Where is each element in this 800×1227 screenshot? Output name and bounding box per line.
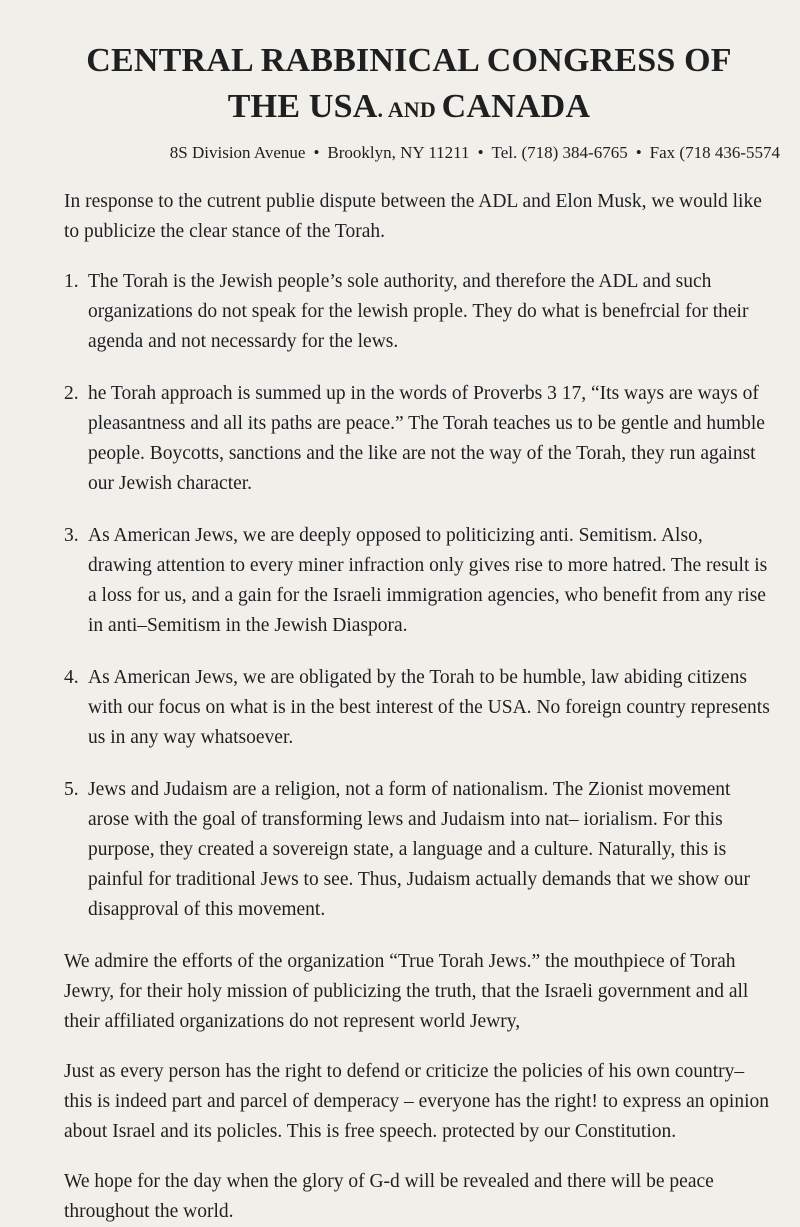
title-line-1: CENTRAL RABBINICAL CONGRESS OF [86,42,732,79]
statement-body [64,187,770,1227]
point-text: he Torah approach is summed up in the words of Proverbs 3 17, “Its ways are ways of pleasantness and all its paths are peace.” The Torah teaches us to be gentle and humble people. Boycotts, sanctions and the like are not the way of the Torah, they run against our Jewish character. [88,383,765,494]
separator-bullet: • [477,143,484,162]
point-item [64,663,770,753]
closing-paragraph-2: Just as every person has the right to defend or criticize the policies of his own country– this is indeed part and parcel of demperacy – everyone has the right! to express an opinion about Israel and its policles. This is free speech. protected by our Constitution. [64,1061,770,1142]
point-item [64,267,770,357]
closing-paragraph-1: We admire the efforts of the organization “True Torah Jews.” the mouthpiece of Torah Jewry, for their holy mission of publicizing the truth, that the Israeli government and all their affiliated organizations do not represent world Jewry, [64,951,749,1032]
point-number: 4. [64,667,79,688]
point-text: The Torah is the Jewish people’s sole authority, and therefore the ADL and such organizations do not speak for the lewish prople. They do what is benefrcial for their agenda and not necessardy for the lews. [88,271,749,352]
point-item [64,775,770,925]
title-line-2c: CANADA [441,88,591,125]
title-line-2b: . AND [377,97,442,122]
fax: Fax (718 436-5574 [649,143,780,162]
point-number: 1. [64,271,79,292]
point-number: 2. [64,383,79,404]
numbered-points [64,267,770,925]
closing-paragraph-3: We hope for the day when the glory of G-d will be revealed and there will be peace throughout the world. [64,1171,714,1222]
point-text: As American Jews, we are obligated by the Torah to be humble, law abiding citizens with our focus on what is in the best interest of the USA. No foreign country represents us in any way whatsoever. [88,667,770,748]
telephone: Tel. (718) 384-6765 [491,143,628,162]
intro-paragraph: In response to the cutrent publie dispute between the ADL and Elon Musk, we would like to publicize the clear stance of the Torah. [64,191,762,242]
separator-bullet: • [313,143,320,162]
organization-title [38,38,780,133]
separator-bullet: • [635,143,642,162]
letterhead [38,38,780,165]
city-address: Brooklyn, NY 11211 [327,143,470,162]
point-number: 5. [64,779,79,800]
point-text: Jews and Judaism are a religion, not a form of nationalism. The Zionist movement arose with the goal of transforming lews and Judaism into nat– iorialism. For this purpose, they created a sovereign state, a language and a culture. Naturally, this is painful for traditional Jews to see. Thus, Judaism actually demands that we show our disapproval of this movement. [88,779,750,920]
street-address: 8S Division Avenue [169,143,306,162]
point-item [64,521,770,641]
title-line-2a: THE USA [227,88,378,125]
point-number: 3. [64,525,79,546]
point-item [64,379,770,499]
contact-line [38,141,780,165]
point-text: As American Jews, we are deeply opposed to politicizing anti. Semitism. Also, drawing attention to every miner infraction only gives rise to more hatred. The result is a loss for us, and a gain for the Israeli immigration agencies, who benefit from any rise in anti–Semitism in the Jewish Diaspora. [88,525,768,636]
